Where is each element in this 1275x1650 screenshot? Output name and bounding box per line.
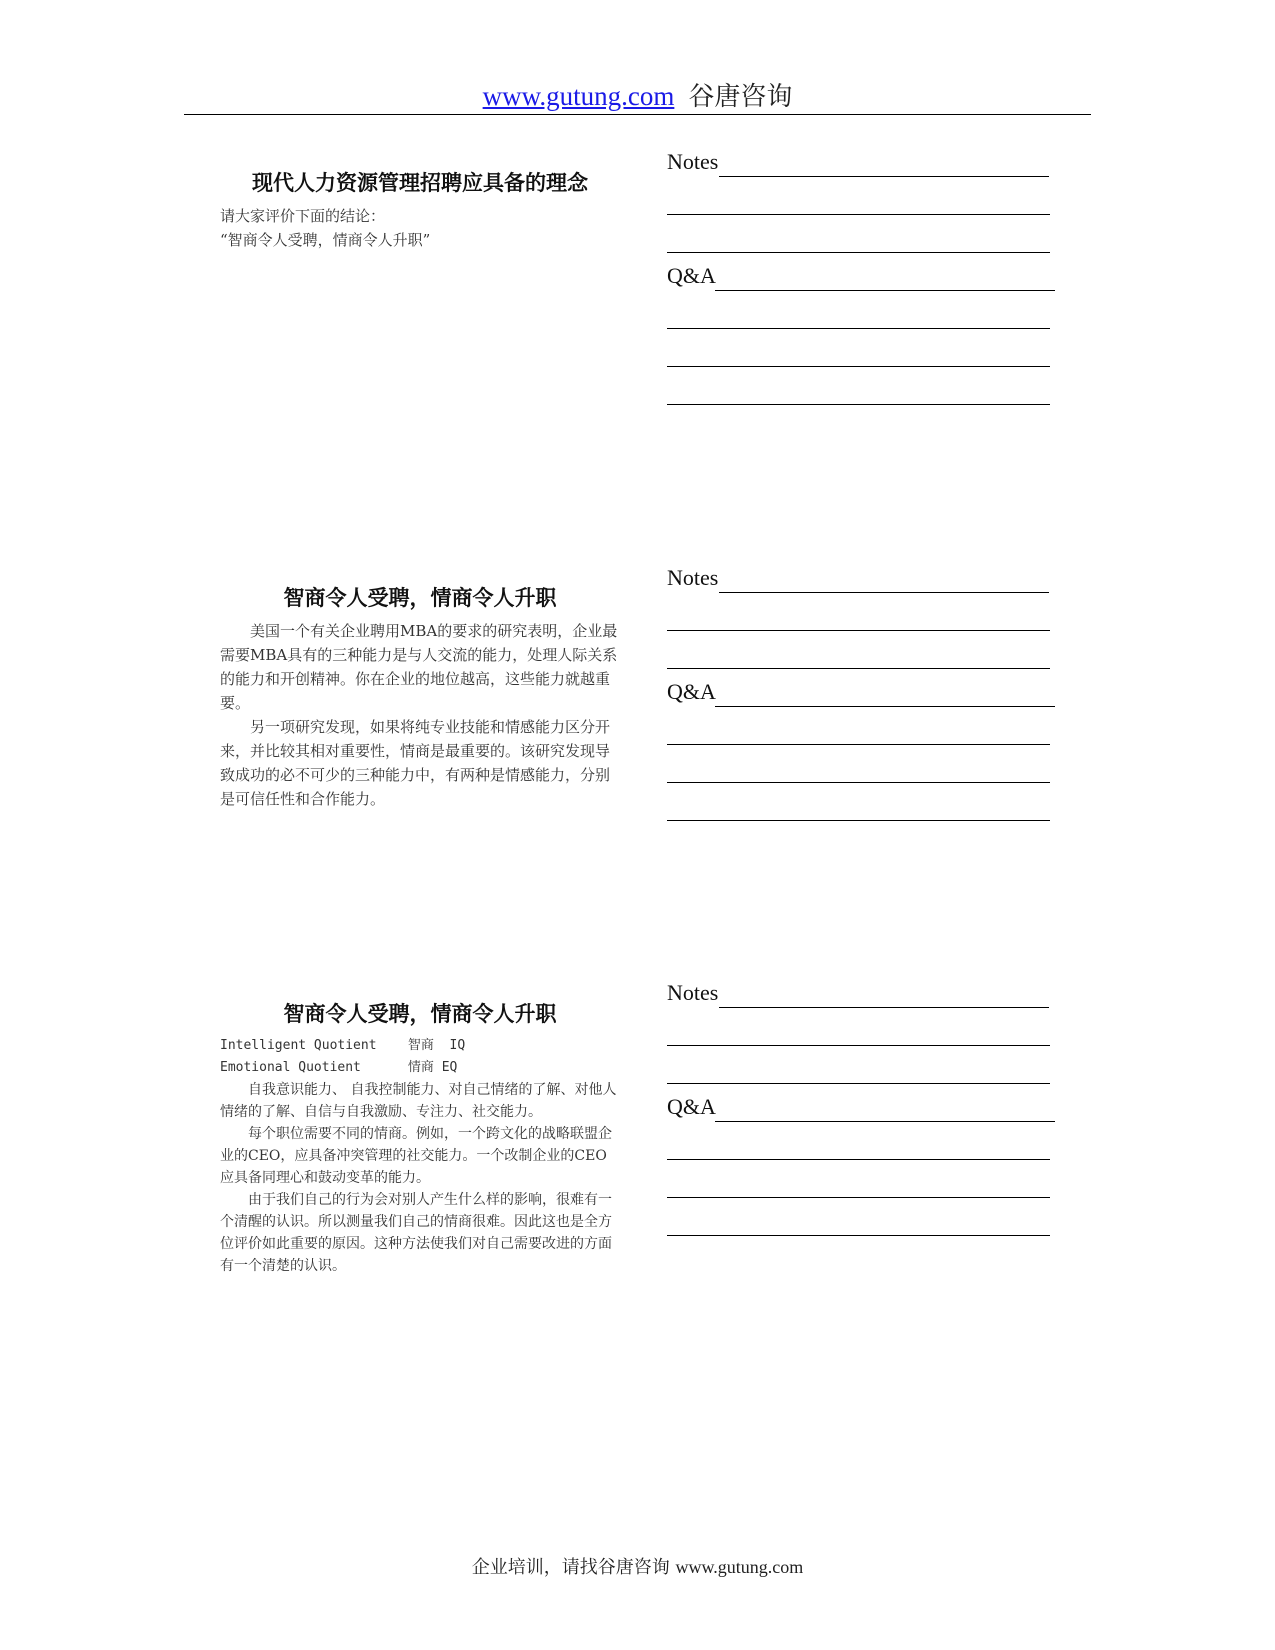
slide-title: 智商令人受聘，情商令人升职 xyxy=(283,586,557,610)
notes-line xyxy=(719,592,1049,593)
qa-line xyxy=(667,782,1050,783)
qa-line xyxy=(667,404,1050,405)
slide-2 xyxy=(220,582,620,811)
page-header xyxy=(0,76,1275,113)
notes-line xyxy=(667,630,1050,631)
slide-paragraph: 由于我们自己的行为会对别人产生什么样的影响，很难有一个清醒的认识。所以测量我们自己的情商很难。因此这也是全方位评价如此重要的原因。这种方法使我们对自己需要改进的方面有一个清楚的认识。 xyxy=(220,1192,612,1274)
qa-line xyxy=(715,1121,1055,1122)
slide-paragraph: 每个职位需要不同的情商。例如，一个跨文化的战略联盟企业的CEO，应具备冲突管理的社交能力。一个改制企业的CEO应具备同理心和鼓动变革的能力。 xyxy=(220,1126,612,1186)
term-row-iq: Intelligent Quotient 智商 IQ xyxy=(220,1038,466,1053)
qa-label: Q&A xyxy=(667,1094,716,1119)
footer-text: 企业培训，请找谷唐咨询 xyxy=(471,1557,670,1578)
slide-3 xyxy=(220,998,620,1277)
notes-block-1 xyxy=(667,140,1057,406)
notes-label: Notes xyxy=(667,980,719,1005)
qa-line xyxy=(667,744,1050,745)
page-footer xyxy=(0,1553,1275,1579)
qa-label: Q&A xyxy=(667,263,716,288)
notes-block-3 xyxy=(667,971,1057,1237)
slide-title: 智商令人受聘，情商令人升职 xyxy=(283,1002,557,1026)
slide-paragraph: 自我意识能力、 自我控制能力、对自己情绪的了解、对他人情绪的了解、自信与自我激励、专注力、社交能力。 xyxy=(220,1082,617,1120)
qa-line xyxy=(715,706,1055,707)
notes-line xyxy=(667,252,1050,253)
qa-line xyxy=(667,1159,1050,1160)
slide-paragraph: 请大家评价下面的结论： xyxy=(220,207,386,225)
qa-line xyxy=(667,328,1050,329)
qa-line xyxy=(667,1197,1050,1198)
notes-line xyxy=(667,1083,1050,1084)
notes-line xyxy=(667,214,1050,215)
slide-paragraph: 美国一个有关企业聘用MBA的要求的研究表明，企业最需要MBA具有的三种能力是与人交流的能力，处理人际关系的能力和开创精神。你在企业的地位越高，这些能力就越重要。 xyxy=(220,622,618,712)
qa-line xyxy=(667,820,1050,821)
notes-label: Notes xyxy=(667,149,719,174)
notes-line xyxy=(667,668,1050,669)
slide-title: 现代人力资源管理招聘应具备的理念 xyxy=(252,171,588,195)
term-row-eq: Emotional Quotient 情商 EQ xyxy=(220,1060,458,1075)
notes-block-2 xyxy=(667,556,1057,822)
qa-label: Q&A xyxy=(667,679,716,704)
notes-line xyxy=(719,176,1049,177)
notes-label: Notes xyxy=(667,565,719,590)
slide-1 xyxy=(220,167,620,252)
qa-line xyxy=(667,366,1050,367)
qa-line xyxy=(667,1235,1050,1236)
qa-line xyxy=(715,290,1055,291)
footer-url: www.gutung.com xyxy=(675,1557,804,1577)
header-divider xyxy=(184,114,1091,115)
slide-paragraph: 另一项研究发现，如果将纯专业技能和情感能力区分开来，并比较其相对重要性，情商是最重要的。该研究发现导致成功的必不可少的三种能力中，有两种是情感能力，分别是可信任性和合作能力。 xyxy=(220,718,611,808)
notes-line xyxy=(719,1007,1049,1008)
notes-line xyxy=(667,1045,1050,1046)
slide-paragraph: “智商令人受聘，情商令人升职” xyxy=(220,231,431,249)
brand-name: 谷唐咨询 xyxy=(688,82,793,112)
website-link[interactable]: www.gutung.com xyxy=(482,81,675,111)
